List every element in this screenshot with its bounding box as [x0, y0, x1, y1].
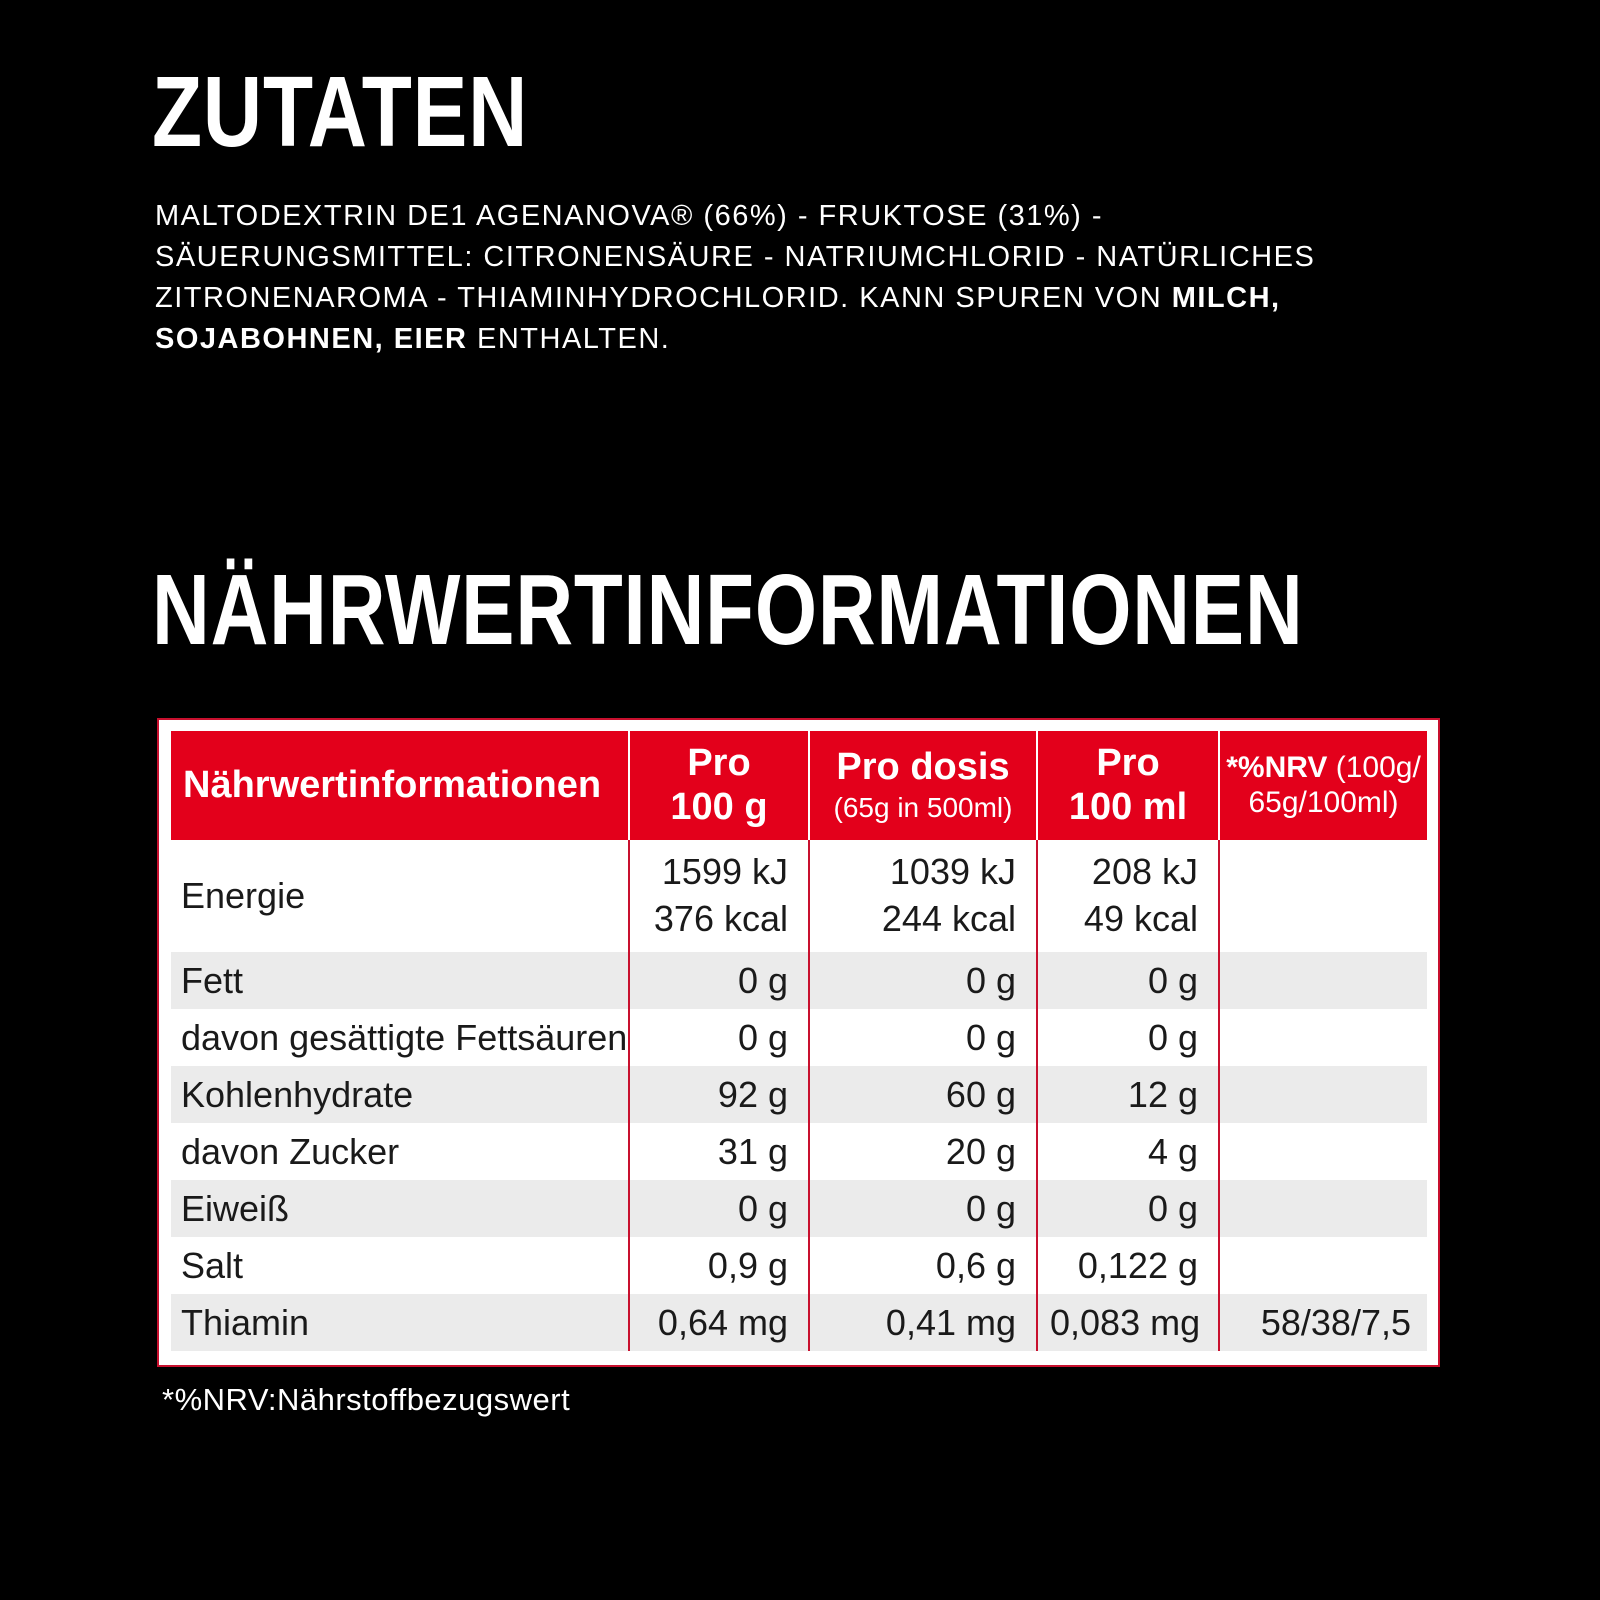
value-per-dose: 0 g — [809, 952, 1037, 1009]
header-nrv-rest1: (100g/ — [1327, 751, 1421, 784]
energy-per-100ml — [1037, 840, 1219, 952]
value-nrv: 58/38/7,5 — [1219, 1294, 1427, 1351]
value-per-100ml: 0,122 g — [1037, 1237, 1219, 1294]
header-nrv — [1219, 731, 1427, 840]
value-per-100g: 92 g — [629, 1066, 809, 1123]
row-label: davon Zucker — [171, 1123, 629, 1180]
ingredients-line-1: MALTODEXTRIN DE1 AGENANOVA® (66%) - FRUKTOSE (31%) - — [155, 200, 1104, 232]
value-per-100ml: 4 g — [1037, 1123, 1219, 1180]
row-label: Fett — [171, 952, 629, 1009]
header-per-100ml-line2: 100 ml — [1068, 785, 1188, 828]
ingredients-line-2: SÄUERUNGSMITTEL: CITRONENSÄURE - NATRIUMCHLORID - NATÜRLICHES — [155, 241, 1316, 273]
value-nrv — [1219, 1237, 1427, 1294]
header-per-dose-line1: Pro dosis — [836, 746, 1010, 789]
value-per-dose: 60 g — [809, 1066, 1037, 1123]
table-row — [171, 952, 1427, 1009]
ingredients-text — [155, 196, 1475, 360]
ingredients-line-4-text: ENTHALTEN. — [467, 323, 671, 355]
value-per-100ml: 0 g — [1037, 952, 1219, 1009]
value-per-100g: 0 g — [629, 1180, 809, 1237]
value-per-dose: 0,6 g — [809, 1237, 1037, 1294]
energy-per-dose-kcal: 244 kcal — [881, 898, 1016, 939]
header-label — [171, 731, 629, 840]
header-per-100g-line1: Pro — [687, 741, 751, 784]
value-per-100g: 0,64 mg — [629, 1294, 809, 1351]
table-row — [171, 1123, 1427, 1180]
value-per-100g: 0,9 g — [629, 1237, 809, 1294]
row-label: Thiamin — [171, 1294, 629, 1351]
table-row — [171, 1180, 1427, 1237]
header-per-100ml-line1: Pro — [1096, 741, 1160, 784]
header-per-100g-line2: 100 g — [670, 785, 768, 828]
header-nrv-line1 — [1226, 751, 1421, 784]
energy-per-100g — [629, 840, 809, 952]
nutrition-header-row — [171, 731, 1427, 840]
value-nrv — [1219, 1066, 1427, 1123]
value-per-dose: 0 g — [809, 1009, 1037, 1066]
value-nrv — [1219, 1123, 1427, 1180]
value-per-100ml: 12 g — [1037, 1066, 1219, 1123]
table-row — [171, 1009, 1427, 1066]
energy-per-dose — [809, 840, 1037, 952]
header-nrv-bold: *%NRV — [1226, 751, 1328, 784]
nutrition-table — [171, 731, 1427, 1351]
energy-per-100g-kcal: 376 kcal — [653, 898, 788, 939]
value-per-100ml: 0 g — [1037, 1180, 1219, 1237]
header-per-100g — [629, 731, 809, 840]
allergen-milk: MILCH, — [1171, 282, 1281, 314]
value-per-100ml: 0,083 mg — [1037, 1294, 1219, 1351]
header-per-dose-sub: (65g in 500ml) — [833, 791, 1013, 823]
energy-nrv — [1219, 840, 1427, 952]
value-per-100g: 0 g — [629, 1009, 809, 1066]
value-per-100ml: 0 g — [1037, 1009, 1219, 1066]
energy-per-dose-kj: 1039 kJ — [889, 851, 1016, 893]
ingredients-line-3-text: ZITRONENAROMA - THIAMINHYDROCHLORID. KANN SPUREN VON — [155, 282, 1172, 314]
value-per-dose: 0 g — [809, 1180, 1037, 1237]
ingredients-line-3 — [155, 278, 1475, 319]
nutrition-title: NÄHRWERTINFORMATIONEN — [152, 554, 1304, 666]
nrv-footnote: *%NRV:Nährstoffbezugswert — [162, 1382, 571, 1417]
allergen-soy-eggs: SOJABOHNEN, EIER — [155, 323, 468, 355]
table-row — [171, 1294, 1427, 1351]
header-label-text: Nährwertinformationen — [183, 763, 602, 806]
table-row-energy — [171, 840, 1427, 952]
value-nrv — [1219, 952, 1427, 1009]
value-nrv — [1219, 1180, 1427, 1237]
energy-per-100g-kj: 1599 kJ — [661, 851, 788, 893]
row-label: Salt — [171, 1237, 629, 1294]
table-row — [171, 1237, 1427, 1294]
value-per-100g: 0 g — [629, 952, 809, 1009]
header-per-dose — [809, 731, 1037, 840]
table-row — [171, 1066, 1427, 1123]
value-per-100g: 31 g — [629, 1123, 809, 1180]
header-nrv-rest2: 65g/100ml) — [1248, 785, 1399, 819]
energy-per-100ml-kcal: 49 kcal — [1083, 898, 1198, 939]
row-label: Kohlenhydrate — [171, 1066, 629, 1123]
ingredients-line-4 — [155, 319, 1475, 360]
value-nrv — [1219, 1009, 1427, 1066]
energy-per-100ml-kj: 208 kJ — [1091, 851, 1198, 893]
value-per-dose: 0,41 mg — [809, 1294, 1037, 1351]
value-per-dose: 20 g — [809, 1123, 1037, 1180]
ingredients-title: ZUTATEN — [152, 56, 529, 168]
row-label: davon gesättigte Fettsäuren — [171, 1009, 629, 1066]
header-per-100ml — [1037, 731, 1219, 840]
row-label: Energie — [171, 840, 629, 952]
row-label: Eiweiß — [171, 1180, 629, 1237]
